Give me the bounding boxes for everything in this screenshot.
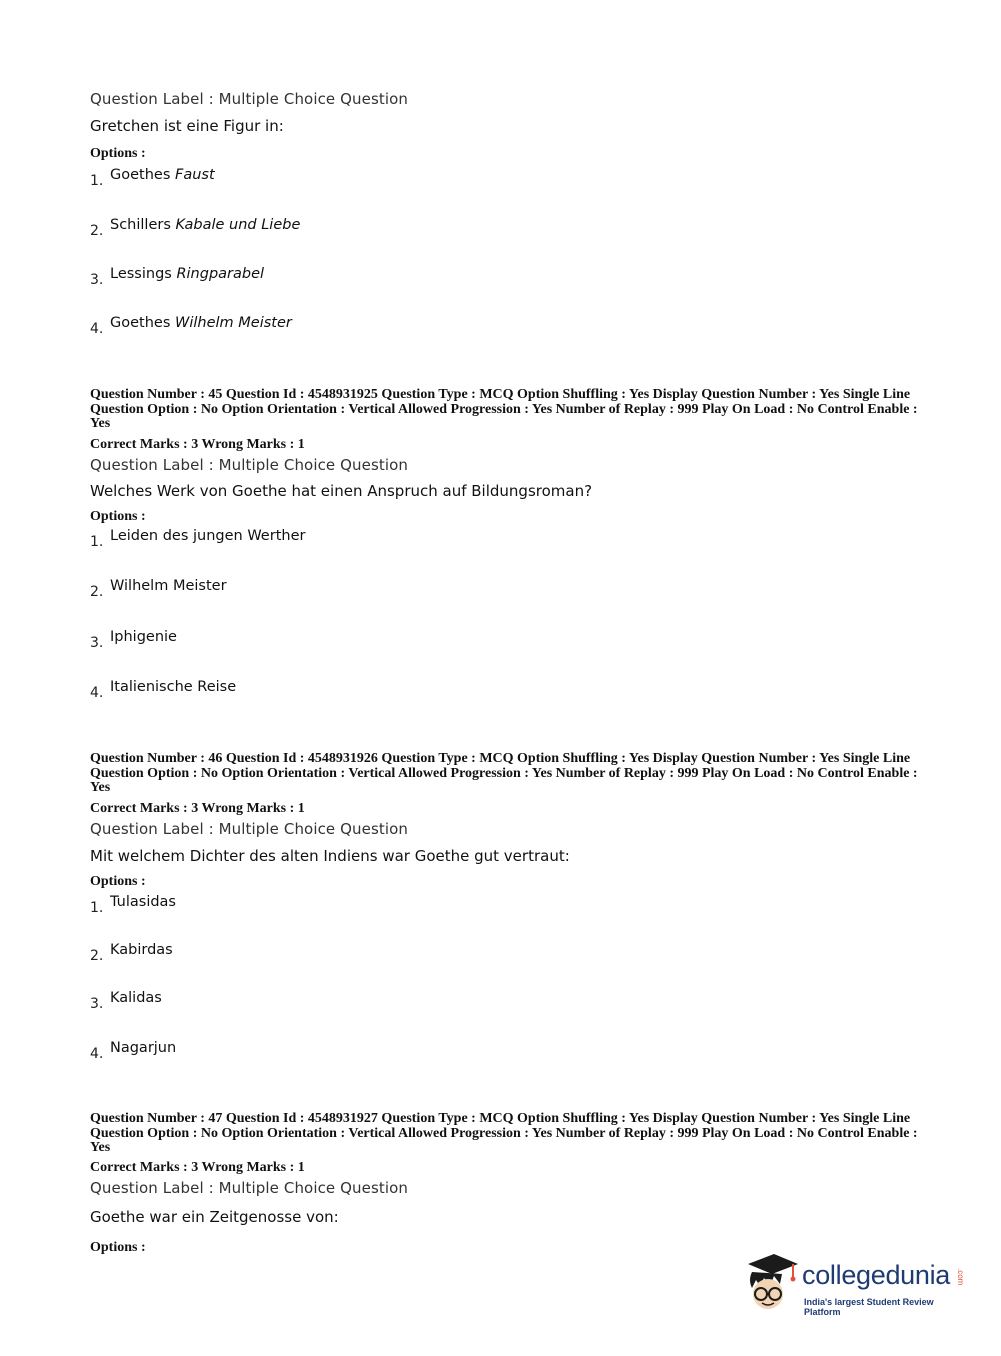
option-text: Leiden des jungen Werther bbox=[110, 528, 306, 544]
option-text: Tulasidas bbox=[110, 894, 176, 910]
options-heading: Options : bbox=[90, 146, 146, 161]
option-number: 4. bbox=[90, 321, 104, 337]
question-label: Question Label : Multiple Choice Question bbox=[90, 456, 409, 474]
question-meta: Question Number : 45 Question Id : 4548931925 Question Type : MCQ Option Shuffling : Yes Display Question Number : Yes Single Line Question Option : No Option Orientation : Vertical Allowed Progression : Yes Number of Replay : 999 Play On Load : No Control Enable : Yes bbox=[90, 387, 918, 431]
mascot-icon bbox=[742, 1250, 802, 1316]
option-number: 1. bbox=[90, 173, 104, 189]
option-number: 3. bbox=[90, 272, 104, 288]
question-label: Question Label : Multiple Choice Question bbox=[90, 1179, 409, 1197]
option-1[interactable] bbox=[90, 527, 306, 550]
option-1[interactable] bbox=[90, 166, 215, 189]
option-1[interactable] bbox=[90, 893, 176, 916]
option-3[interactable] bbox=[90, 265, 265, 288]
option-number: 1. bbox=[90, 900, 104, 916]
option-number: 4. bbox=[90, 1046, 104, 1062]
option-text: Kabirdas bbox=[110, 942, 173, 958]
option-text: Kalidas bbox=[110, 990, 162, 1006]
option-number: 3. bbox=[90, 635, 104, 651]
option-4[interactable] bbox=[90, 678, 237, 701]
question-meta: Question Number : 46 Question Id : 4548931926 Question Type : MCQ Option Shuffling : Yes Display Question Number : Yes Single Line Question Option : No Option Orientation : Vertical Allowed Progression : Yes Number of Replay : 999 Play On Load : No Control Enable : Yes bbox=[90, 751, 918, 795]
option-text: Goethes Wilhelm Meister bbox=[110, 315, 292, 331]
option-3[interactable] bbox=[90, 628, 177, 651]
option-3[interactable] bbox=[90, 989, 162, 1012]
option-text: Wilhelm Meister bbox=[110, 578, 227, 594]
option-number: 2. bbox=[90, 948, 104, 964]
question-meta: Question Number : 47 Question Id : 4548931927 Question Type : MCQ Option Shuffling : Yes Display Question Number : Yes Single Line Question Option : No Option Orientation : Vertical Allowed Progression : Yes Number of Replay : 999 Play On Load : No Control Enable : Yes bbox=[90, 1111, 918, 1155]
option-text: Lessings Ringparabel bbox=[110, 266, 265, 282]
question-marks: Correct Marks : 3 Wrong Marks : 1 bbox=[90, 801, 305, 816]
option-text: Goethes Faust bbox=[110, 167, 215, 183]
option-4[interactable] bbox=[90, 1039, 177, 1062]
logo-brand: collegedunia bbox=[802, 1260, 951, 1290]
option-4[interactable] bbox=[90, 314, 292, 337]
option-2[interactable] bbox=[90, 216, 301, 239]
options-heading: Options : bbox=[90, 509, 146, 524]
option-2[interactable] bbox=[90, 577, 227, 600]
question-label: Question Label : Multiple Choice Question bbox=[90, 90, 409, 108]
question-text: Welches Werk von Goethe hat einen Anspruch auf Bildungsroman? bbox=[90, 482, 593, 500]
collegedunia-logo[interactable] bbox=[742, 1250, 968, 1316]
option-text: Nagarjun bbox=[110, 1040, 177, 1056]
question-text: Mit welchem Dichter des alten Indiens war Goethe gut vertraut: bbox=[90, 847, 570, 865]
question-label: Question Label : Multiple Choice Question bbox=[90, 820, 409, 838]
option-number: 2. bbox=[90, 584, 104, 600]
logo-tagline: India's largest Student Review Platform bbox=[804, 1297, 934, 1317]
option-number: 4. bbox=[90, 685, 104, 701]
option-2[interactable] bbox=[90, 941, 173, 964]
option-number: 2. bbox=[90, 223, 104, 239]
options-heading: Options : bbox=[90, 874, 146, 889]
option-text: Italienische Reise bbox=[110, 679, 237, 695]
option-text: Iphigenie bbox=[110, 629, 177, 645]
question-marks: Correct Marks : 3 Wrong Marks : 1 bbox=[90, 437, 305, 452]
question-text: Gretchen ist eine Figur in: bbox=[90, 117, 284, 135]
option-number: 1. bbox=[90, 534, 104, 550]
question-text: Goethe war ein Zeitgenosse von: bbox=[90, 1208, 339, 1226]
options-heading: Options : bbox=[90, 1240, 146, 1255]
option-text: Schillers Kabale und Liebe bbox=[110, 217, 301, 233]
option-number: 3. bbox=[90, 996, 104, 1012]
logo-domain-suffix: .com bbox=[956, 1268, 965, 1286]
question-marks: Correct Marks : 3 Wrong Marks : 1 bbox=[90, 1160, 305, 1175]
